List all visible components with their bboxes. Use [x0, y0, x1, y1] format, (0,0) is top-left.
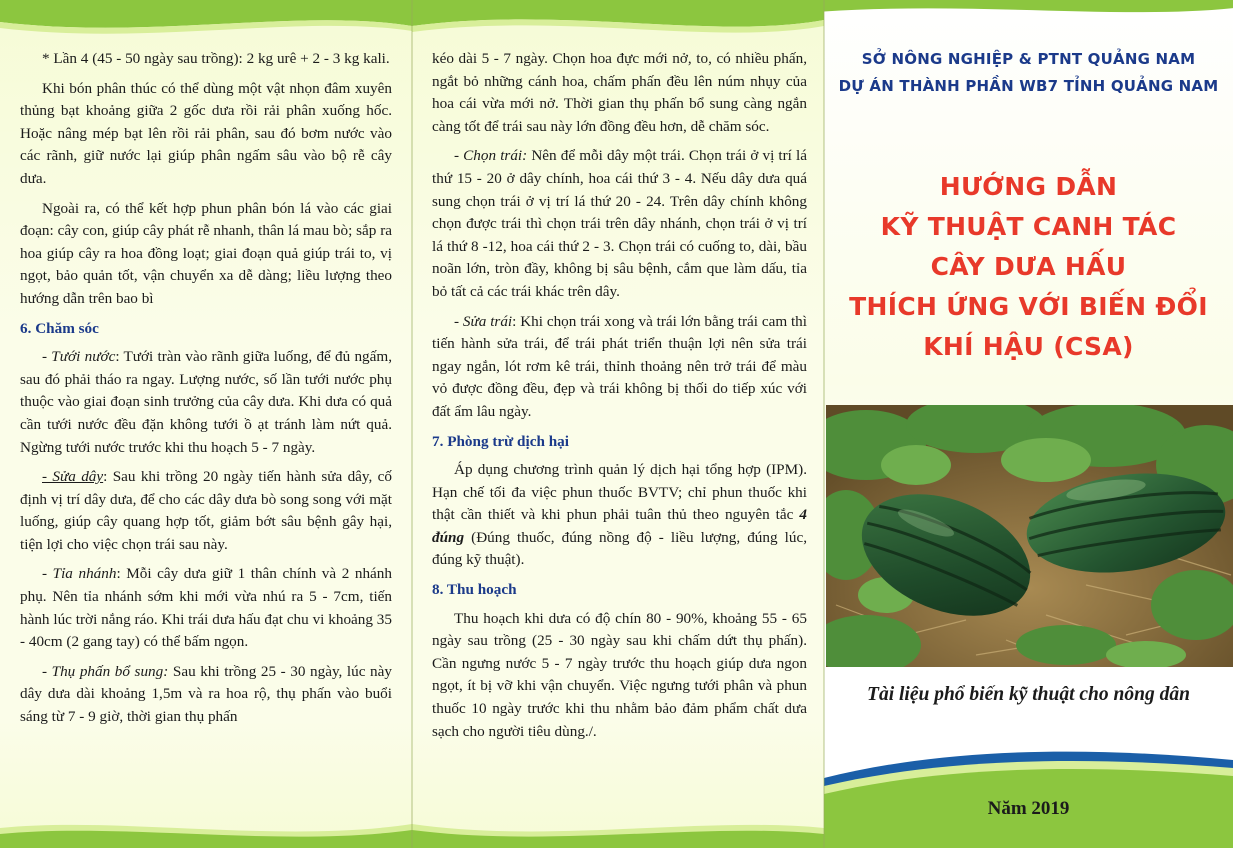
fruit-care-label: - Sửa trái: [454, 312, 513, 330]
fruit-selection-label: - Chọn trái:: [454, 147, 528, 165]
fertilizer-stage-4: * Lần 4 (45 - 50 ngày sau trồng): 2 kg urê + 2 - 3 kg kali.: [42, 50, 390, 67]
vine-training-label: - Sửa dây: [42, 468, 104, 486]
organization-line-2: DỰ ÁN THÀNH PHẦN WB7 TỈNH QUẢNG NAM: [838, 77, 1219, 95]
fruit-care-text: : Khi chọn trái xong và trái lớn bằng trái cam thì tiến hành sửa trái, để trái phát triển thuận lợi nên sửa trái ngay ngắn, lót rơm kê trái, thỉnh thoảng nên trở trái để màu vỏ được đồng đều, đẹp và trái không bị thối do tiếp xúc với đất ẩm lâu ngày.: [432, 312, 807, 420]
watering-label: - Tưới nước: [42, 348, 116, 366]
section-8-heading: 8. Thu hoạch: [432, 581, 517, 599]
fold-line: [411, 0, 413, 848]
cover-title-line: THÍCH ỨNG VỚI BIẾN ĐỔI: [849, 292, 1208, 321]
harvest-paragraph: Thu hoạch khi dưa có độ chín 80 - 90%, khoảng 55 - 65 ngày sau trồng (25 - 30 ngày sau khi chấm dứt thụ phấn). Cần ngưng nước 5 - 7 ngày trước thu hoạch giúp dưa ngon ngọt, ít bị vỡ khi vận chuyển. Việc ngưng tưới phân và phun thuốc 10 ngày trước khi thu nhằm bảo đảm phẩm chất dưa sạch cho người tiêu dùng./.: [432, 609, 807, 740]
bottom-wave-decoration: [824, 738, 1233, 848]
bottom-wave-decoration: [412, 814, 824, 848]
section-7-heading: 7. Phòng trừ dịch hại: [432, 432, 569, 450]
publication-year: Năm 2019: [987, 798, 1070, 819]
top-wave-decoration: [412, 0, 824, 44]
fertilizer-method-paragraph: Khi bón phân thúc có thể dùng một vật nhọn đâm xuyên thủng bạt khoảng giữa 2 gốc dưa rồi rải phân xuống hốc. Hoặc nâng mép bạt lên rồi rải phân, sau đó bơm nước vào các rãnh, giữ nước lại giúp phân ngấm sâu vào bộ rễ cây dưa.: [20, 79, 392, 187]
watermelon-photo: [826, 405, 1233, 667]
fruit-selection-paragraph: [432, 145, 807, 303]
pollination-label: - Thụ phấn bổ sung:: [42, 662, 169, 680]
pest-control-paragraph: [432, 459, 807, 572]
pest-control-text-c: (Đúng thuốc, đúng nồng độ - liều lượng, đúng lúc, đúng kỹ thuật).: [432, 528, 807, 569]
pruning-label: - Tỉa nhánh: [42, 565, 117, 583]
pollination-continued: kéo dài 5 - 7 ngày. Chọn hoa đực mới nở, to, có nhiều phấn, ngắt bỏ những cánh hoa, chấm phấn đều lên núm nhụy của hoa cái vừa mới nở. Thời gian thụ phấn bổ sung càng ngắn càng tốt để trái sau này lớn đồng đều hơn, dễ chăm sóc.: [432, 50, 807, 135]
section-6-heading: 6. Chăm sóc: [20, 319, 99, 337]
bottom-wave-decoration: [0, 814, 412, 848]
watering-text: : Tưới tràn vào rãnh giữa luống, để đủ ngấm, sau đó phải tháo ra ngay. Lượng nước, số lần tưới nước phụ thuộc vào giai đoạn sinh trưởng của cây dưa. Khi dưa có quả cần tưới nước đều đặn không tưới ồ ạt tránh làm nứt quả. Ngừng tưới nước trước khi thu hoạch 5 - 7 ngày.: [20, 348, 392, 456]
fold-line: [823, 0, 825, 848]
cover-slogan: Tài liệu phổ biến kỹ thuật cho nông dân: [867, 684, 1190, 705]
fruit-selection-text: Nên để mỗi dây một trái. Chọn trái ở vị trí lá thứ 15 - 20 ở dây chính, hoa cái thứ 3 - 4. Nếu dây dưa quá sung chọn trái ở vị trí lá thứ 20 - 24. Trên dây chính không chọn được trái thì chọn trái trên dây nhánh, chọn trái ở vị trí lá thứ 8 -12, hoa cái thứ 2 - 3. Chọn trái có cuống to, dài, bầu noãn lớn, tròn đầy, không bị sâu bệnh, cắm que làm dấu, tỉa bỏ tất cả các trái khác trên dây.: [432, 147, 807, 300]
cover-title-line: KỸ THUẬT CANH TÁC: [880, 212, 1177, 241]
cover-title-line: KHÍ HẬU (CSA): [923, 332, 1134, 361]
foliar-fertilizer-paragraph: Ngoài ra, có thể kết hợp phun phân bón lá vào các giai đoạn: cây con, giúp cây phát rễ nhanh, thân lá mau bò; sắp ra hoa giúp cây ra hoa đồng loạt; giai đoạn quả giúp trái to, vị ngọt, bảo quản tốt, vận chuyển xa dễ dàng; liều lượng theo hướng dẫn trên bao bì: [20, 199, 392, 307]
brochure-cover-panel: [824, 0, 1233, 848]
pruning-paragraph: [20, 563, 392, 653]
vine-training-paragraph: [20, 466, 392, 556]
pest-control-text-a: Áp dụng chương trình quản lý dịch hại tổng hợp (IPM). Hạn chế tối đa việc phun thuốc BVTV; chỉ phun thuốc khi thật cần thiết và khi phun phải tuân thủ theo nguyên tắc: [432, 461, 807, 524]
pollination-text: Sau khi trồng 25 - 30 ngày, lúc này dây dưa dài khoảng 1,5m và ra hoa rộ, thụ phấn vào buổi sáng từ 7 - 9 giờ, thời gian thụ phấn: [20, 662, 392, 726]
pollination-paragraph: [20, 661, 392, 729]
panel-1-text: [20, 48, 392, 736]
watering-paragraph: [20, 346, 392, 459]
four-rights-emphasis: 4 đúng: [432, 506, 807, 546]
cover-title-line: CÂY DƯA HẤU: [930, 252, 1127, 281]
cover-title: [824, 167, 1233, 367]
vine-training-text: : Sau khi trồng 20 ngày tiến hành sửa dây, cố định vị trí dây dưa, để cho các dây dưa bò song song với mặt luống, giúp cây quang hợp tốt, giảm bớt sâu bệnh gây hại, tiện lợi cho việc chọn trái sau này.: [20, 468, 392, 553]
panel-2-text: [432, 48, 807, 750]
top-wave-decoration: [824, 0, 1233, 36]
brochure-panel-1: [0, 0, 412, 848]
brochure-panel-2: [412, 0, 824, 848]
organization-line-1: SỞ NÔNG NGHIỆP & PTNT QUẢNG NAM: [861, 50, 1196, 68]
fruit-care-paragraph: [432, 311, 807, 424]
pruning-text: : Mỗi cây dưa giữ 1 thân chính và 2 nhánh phụ. Nên tỉa nhánh sớm khi mới vừa nhú ra 5 - 7cm, tiến hành lúc trời nắng ráo. Khi trái dưa hấu đạt chu vi khoảng 35 - 40cm (2 gang tay) có thể bấm ngọn.: [20, 565, 392, 651]
cover-title-line: HƯỚNG DẪN: [939, 172, 1118, 201]
top-wave-decoration: [0, 0, 412, 44]
